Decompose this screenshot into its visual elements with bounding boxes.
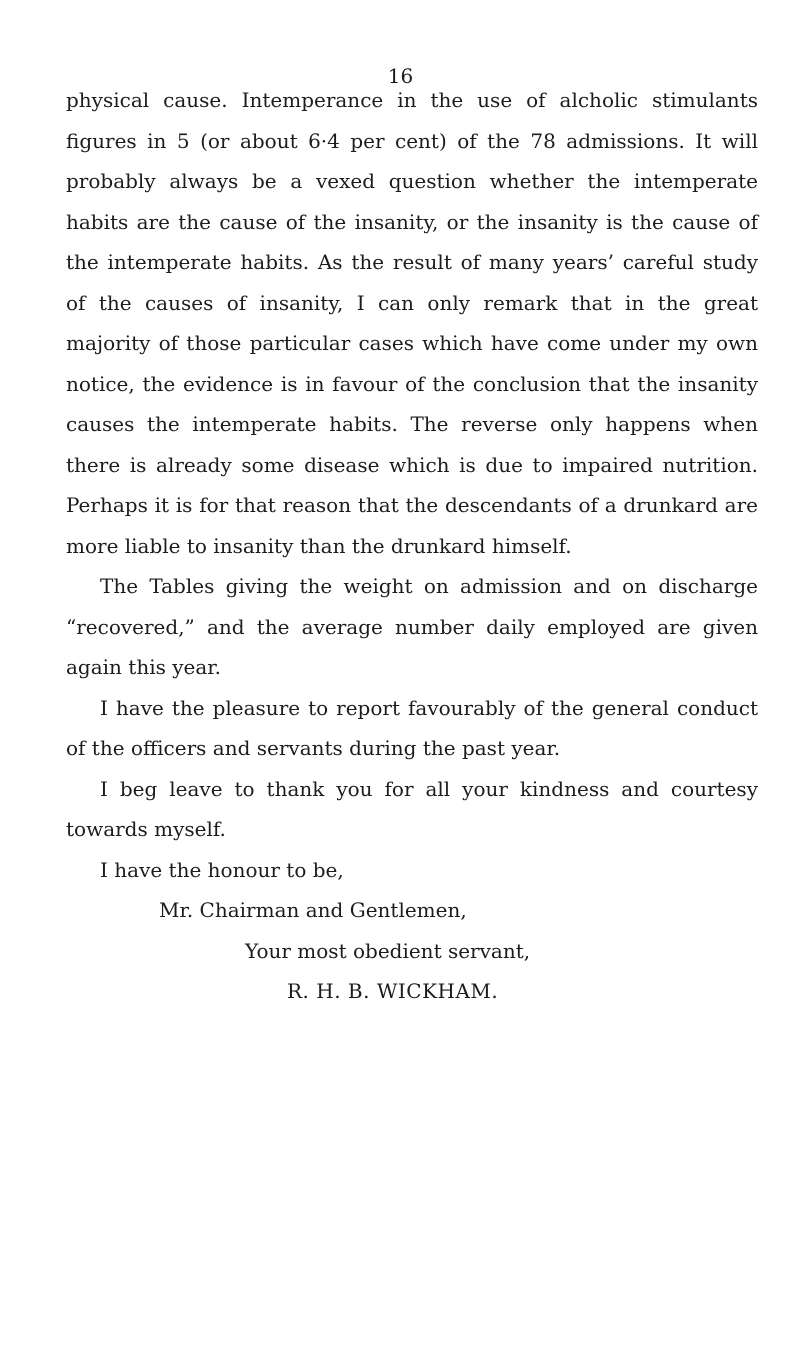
page-number: 16 (387, 64, 414, 88)
paragraph-4: I beg leave to thank you for all your kindness and courtesy towards myself. (66, 776, 758, 841)
closing-line-1: I have the honour to be, (100, 857, 344, 882)
closing-line-2: Mr. Chairman and Gentlemen, (159, 898, 467, 922)
paragraph-2: The Tables giving the weight on admission and on discharge “recovered,” and the average number daily employed are given again this year. (66, 574, 758, 679)
paragraph-1: physical cause. Intemperance in the use of alcholic stimulants figures in 5 (or about 6·4 per cent) of the 78 admissions. It will probably always be a vexed question whether the intemperate habits are the cause of the insanity, or the insanity is the cause of the intemperate habits. As the result of many years’ careful study of the causes of insanity, I can only remark that in the great majority of those particular cases which have come under my own notice, the evidence is in favour of the conclusion that the insanity causes the intemperate habits. The reverse only happens when there is already some disease which is due to impaired nutrition. Perhaps it is for that reason that the descendants of a drunkard are more liable to insanity than the drunkard himself. (66, 88, 758, 558)
closing-line-3: Your most obedient servant, (245, 938, 531, 963)
paragraph-3: I have the pleasure to report favourably of the general conduct of the officers and servants during the past year. (66, 695, 758, 760)
letter-body (66, 80, 758, 1012)
signature: R. H. B. WICKHAM. (287, 979, 499, 1003)
